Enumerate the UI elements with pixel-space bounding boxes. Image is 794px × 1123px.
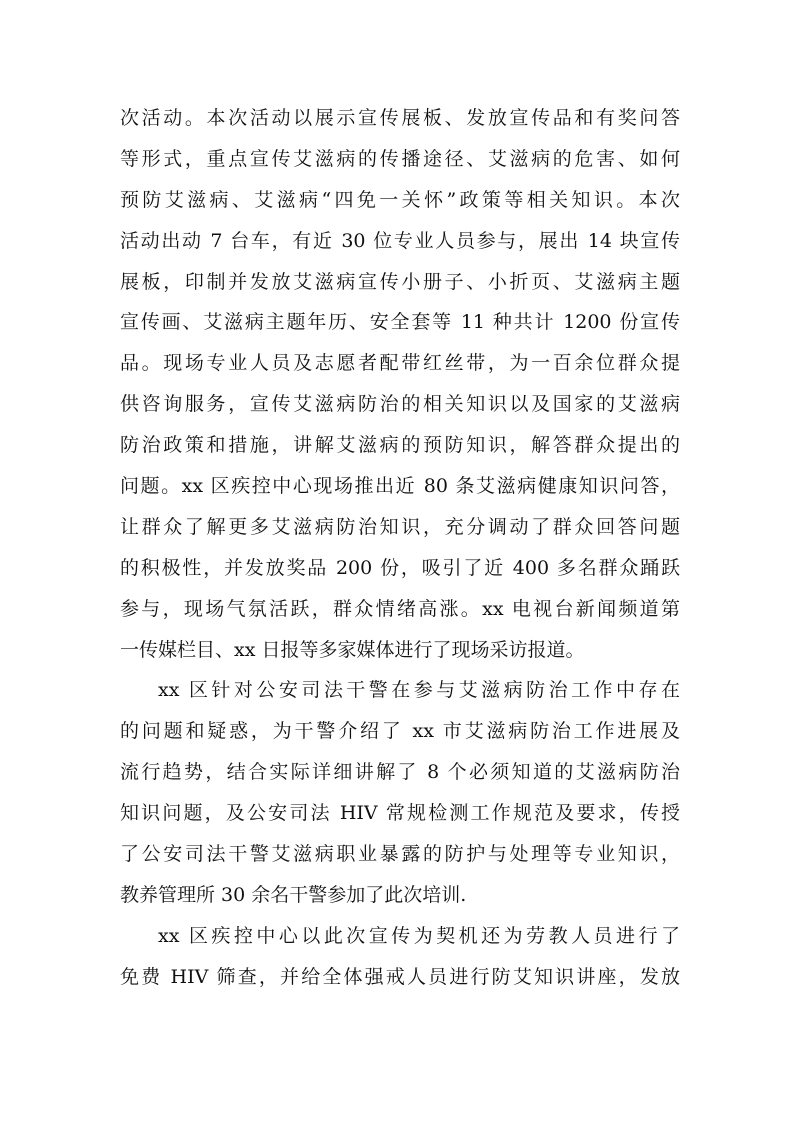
text-line: 展板，印制并发放艾滋病宣传小册子、小折页、艾滋病主题 <box>120 270 680 293</box>
text-line: 的积极性，并发放奖品 200 份，吸引了近 400 多名群众踊跃 <box>120 556 680 579</box>
text-line: 活动出动 7 台车，有近 30 位专业人员参与，展出 14 块宣传 <box>120 229 680 252</box>
text-line: 的问题和疑惑，为干警介绍了 xx 市艾滋病防治工作进展及 <box>120 720 680 743</box>
text-line: 宣传画、艾滋病主题年历、安全套等 11 种共计 1200 份宣传 <box>120 311 680 334</box>
text-line: 知识问题，及公安司法 HIV 常规检测工作规范及要求，传授 <box>120 802 680 825</box>
text-line: 次活动。本次活动以展示宣传展板、发放宣传品和有奖问答 <box>120 107 680 129</box>
text-line: 参与，现场气氛活跃，群众情绪高涨。xx 电视台新闻频道第 <box>120 597 680 620</box>
text-line: 流行趋势，结合实际详细讲解了 8 个必须知道的艾滋病防治 <box>120 761 680 784</box>
text-line: 一传媒栏目、xx 日报等多家媒体进行了现场采访报道。 <box>120 638 585 661</box>
text-line: 了公安司法干警艾滋病职业暴露的防护与处理等专业知识， <box>120 843 680 866</box>
text-line: 让群众了解更多艾滋病防治知识，充分调动了群众回答问题 <box>120 515 680 538</box>
text-line: 免费 HIV 筛查，并给全体强戒人员进行防艾知识讲座，发放 <box>120 965 680 988</box>
paragraph-first-line: xx 区针对公安司法干警在参与艾滋病防治工作中存在 <box>158 679 680 702</box>
text-line: 问题。xx 区疾控中心现场推出近 80 条艾滋病健康知识问答， <box>120 475 680 498</box>
text-line: 防治政策和措施，讲解艾滋病的预防知识，解答群众提出的 <box>120 434 680 457</box>
text-line: 品。现场专业人员及志愿者配带红丝带，为一百余位群众提 <box>120 352 680 375</box>
text-line: 供咨询服务，宣传艾滋病防治的相关知识以及国家的艾滋病 <box>120 393 680 416</box>
paragraph-first-line: xx 区疾控中心以此次宣传为契机还为劳教人员进行了 <box>158 924 680 947</box>
text-line: 等形式，重点宣传艾滋病的传播途径、艾滋病的危害、如何 <box>120 147 680 170</box>
text-line: 预防艾滋病、艾滋病“四免一关怀”政策等相关知识。本次 <box>120 188 680 211</box>
text-line: 教养管理所 30 余名干警参加了此次培训. <box>120 883 467 906</box>
document-body <box>120 98 680 998</box>
